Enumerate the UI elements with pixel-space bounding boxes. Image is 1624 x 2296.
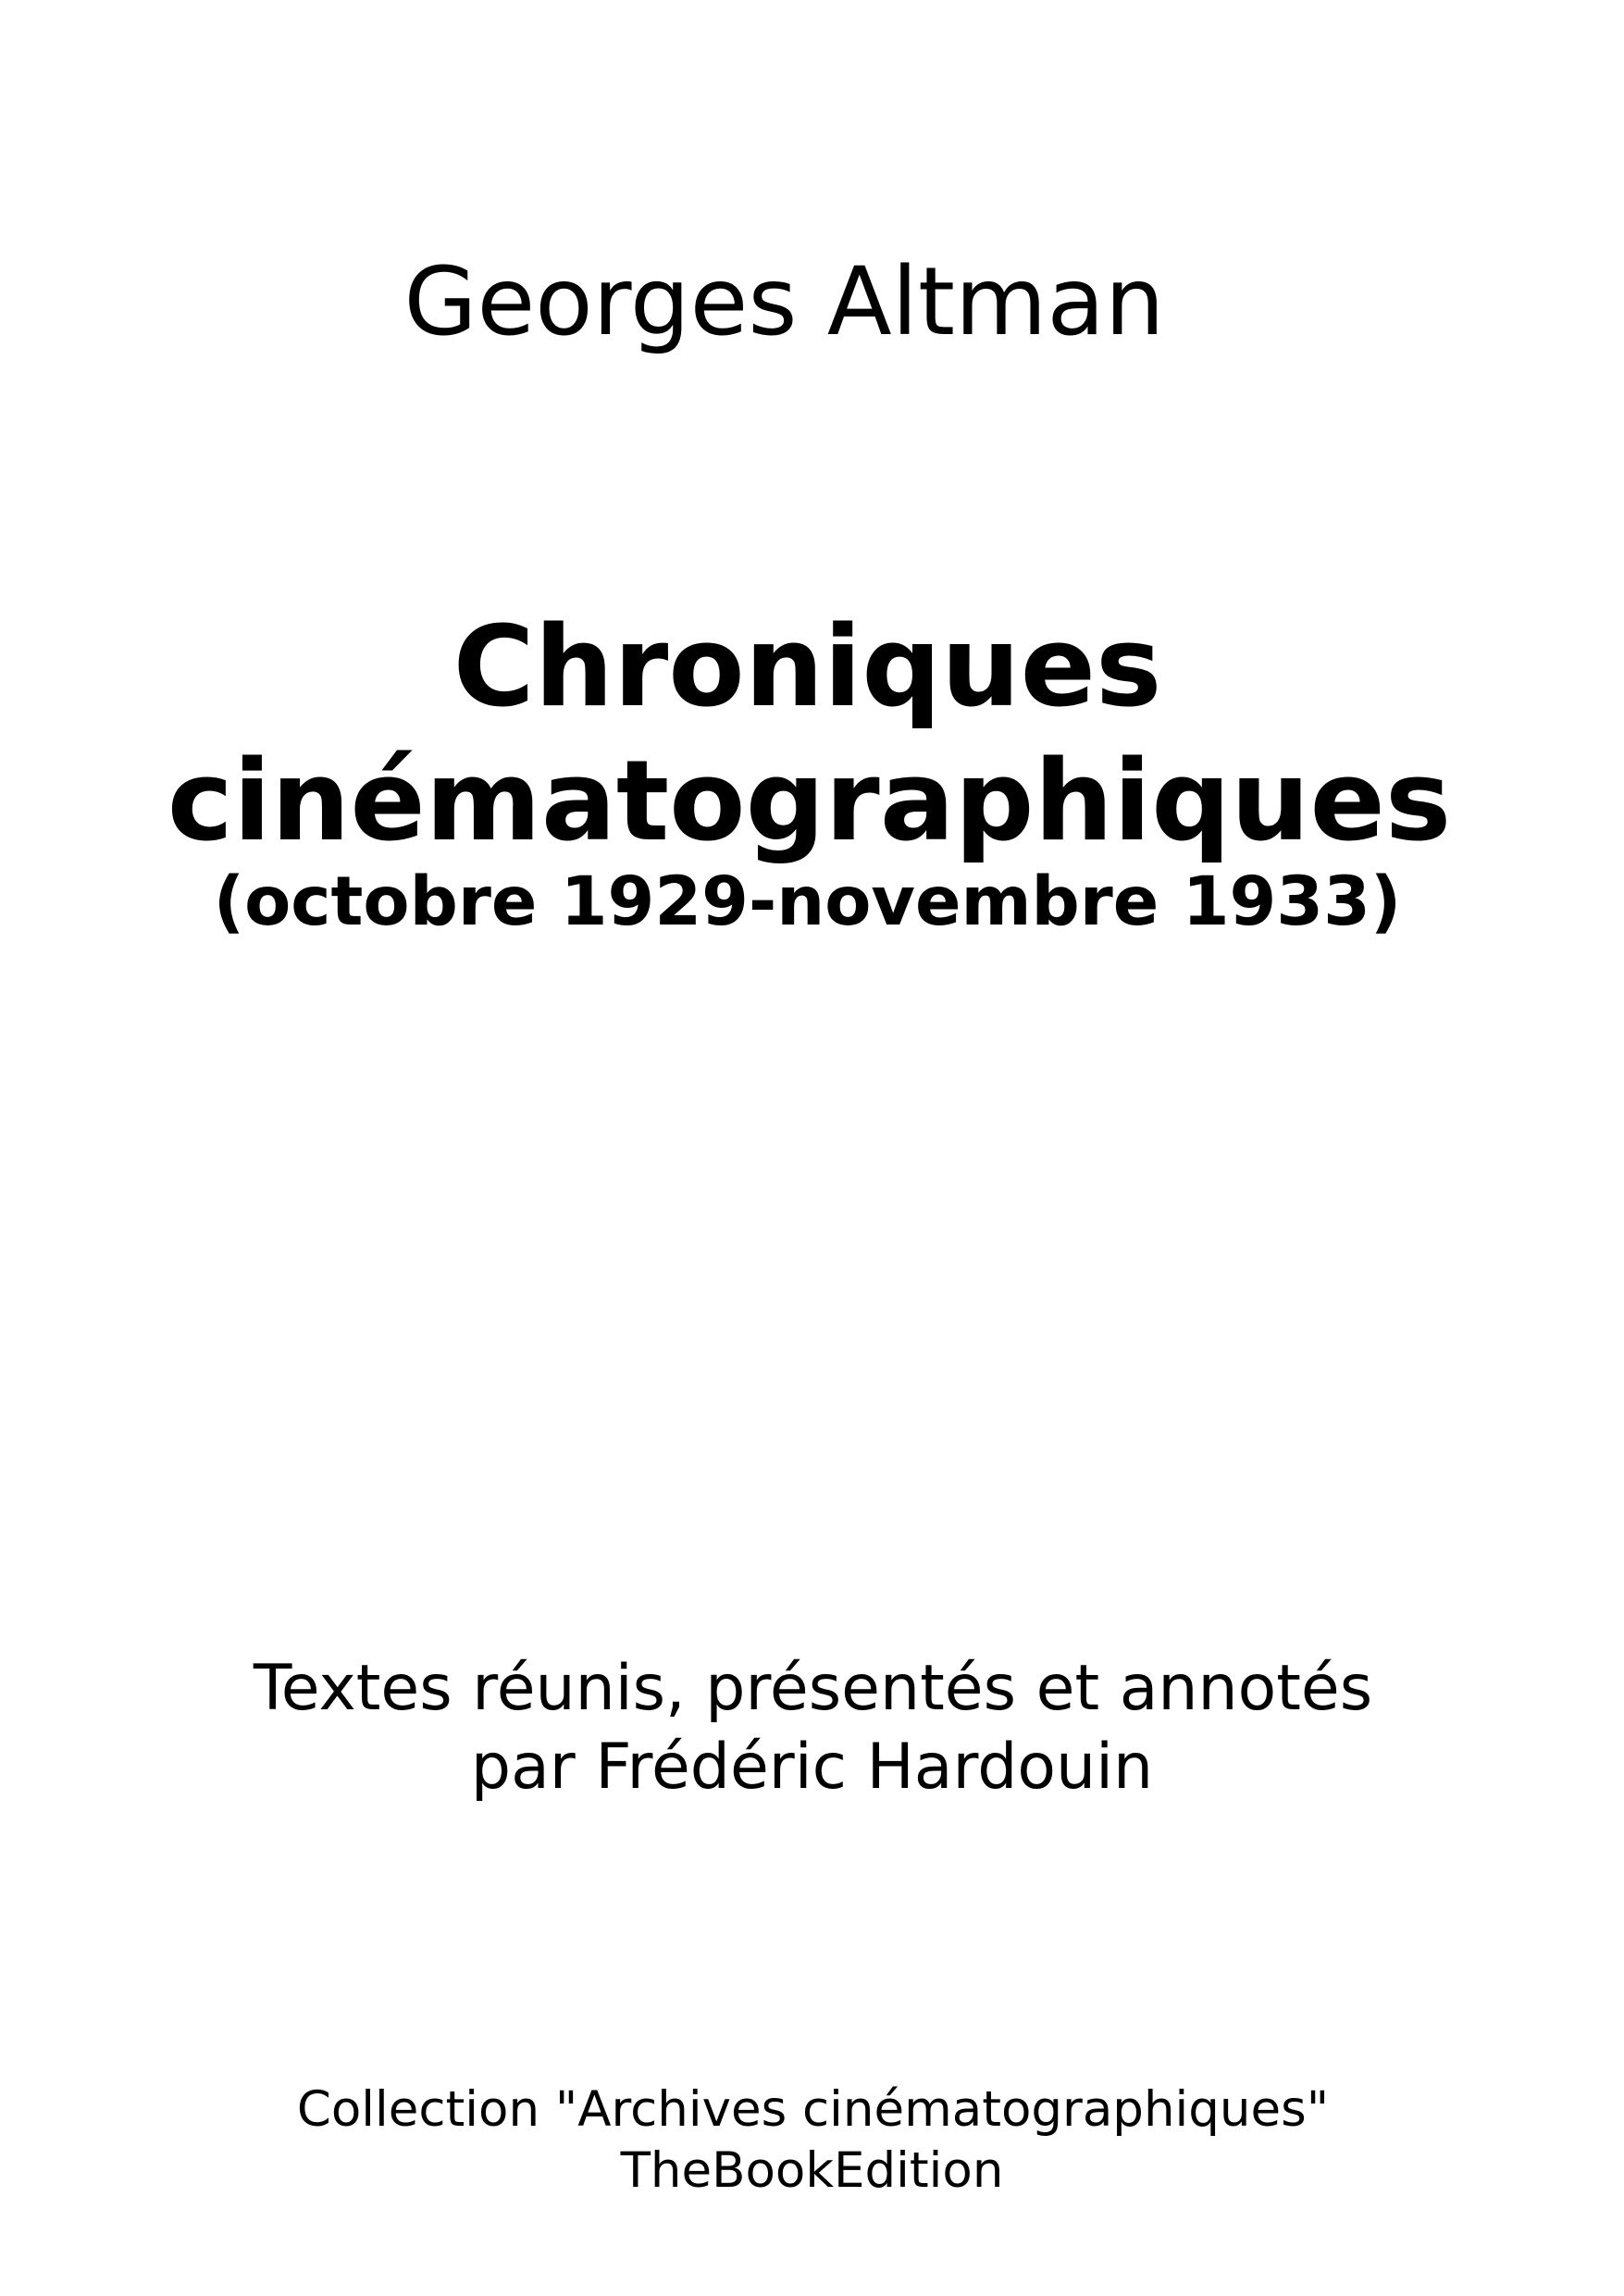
publisher-name: TheBookEdition bbox=[620, 2142, 1004, 2199]
collection-name: Collection "Archives cinématographiques" bbox=[296, 2081, 1330, 2138]
editor-credit-line-1: Textes réunis, présentés et annotés bbox=[253, 1652, 1373, 1725]
book-date-range: (octobre 1929-novembre 1933) bbox=[213, 863, 1402, 941]
book-title-line-1: Chroniques bbox=[452, 603, 1162, 732]
editor-credit-line-2: par Frédéric Hardouin bbox=[470, 1731, 1154, 1804]
author-name: Georges Altman bbox=[403, 247, 1165, 357]
book-title-line-2: cinématographiques bbox=[167, 738, 1452, 866]
